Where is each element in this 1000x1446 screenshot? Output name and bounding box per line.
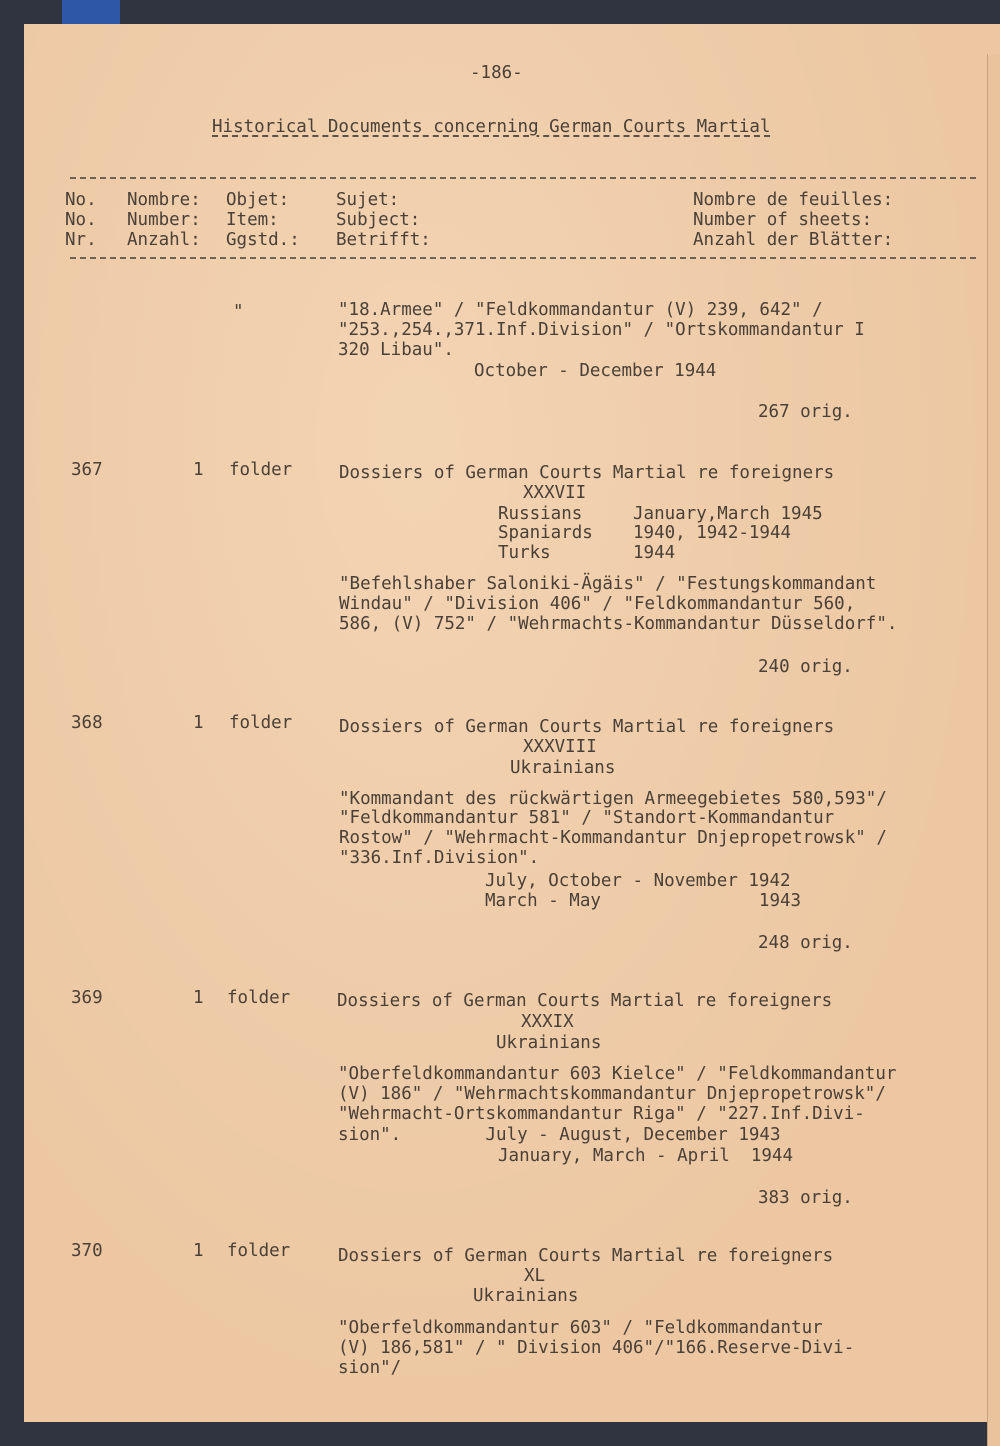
continuation-date: October - December 1944 bbox=[474, 361, 717, 381]
entry-nation: Ukrainians bbox=[510, 758, 616, 778]
entry-line: sion"/ bbox=[338, 1358, 402, 1378]
header-subject-en: Subject: bbox=[336, 210, 421, 230]
entry-no: 367 bbox=[71, 460, 103, 480]
entry-subject: Dossiers of German Courts Martial re foreigners bbox=[339, 463, 835, 483]
header-subject-de: Betrifft: bbox=[336, 230, 431, 250]
entry-count: 1 bbox=[193, 713, 204, 733]
entry-line: 586, (V) 752" / "Wehrmachts-Kommandantur Düsseldorf". bbox=[339, 614, 898, 634]
entry-count: 1 bbox=[193, 1241, 204, 1261]
header-item-fr: Objet: bbox=[226, 190, 290, 210]
header-sheets-de: Anzahl der Blätter: bbox=[693, 230, 894, 250]
entry-date: January, March - April 1944 bbox=[498, 1146, 794, 1166]
entry-sheets: 248 orig. bbox=[758, 933, 853, 953]
entry-subject: Dossiers of German Courts Martial re foreigners bbox=[339, 717, 835, 737]
entry-volume: XXXIX bbox=[521, 1012, 574, 1032]
entry-item: folder bbox=[227, 1241, 291, 1261]
header-no-de: Nr. bbox=[65, 230, 97, 250]
header-no-en: No. bbox=[65, 210, 97, 230]
entry-sheets: 240 orig. bbox=[758, 657, 853, 677]
header-count-de: Anzahl: bbox=[127, 230, 201, 250]
page-title: Historical Documents concerning German Courts Martial bbox=[212, 117, 771, 137]
entry-line: "Wehrmacht-Ortskommandantur Riga" / "227.Inf.Divi- bbox=[338, 1104, 865, 1124]
entry-line: sion". July - August, December 1943 bbox=[338, 1125, 781, 1145]
entry-sheets: 383 orig. bbox=[758, 1188, 853, 1208]
continuation-line: "253.,254.,371.Inf.Division" / "Ortskommandantur I bbox=[338, 320, 865, 340]
nation-name: Russians bbox=[498, 504, 583, 524]
entry-date: July, October - November 1942 bbox=[485, 871, 791, 891]
entry-line: (V) 186" / "Wehrmachtskommandantur Dnjepropetrowsk"/ bbox=[338, 1084, 886, 1104]
entry-line: Windau" / "Division 406" / "Feldkommandantur 560, bbox=[339, 594, 856, 614]
page-edge bbox=[987, 54, 1000, 1446]
entry-item: folder bbox=[227, 988, 291, 1008]
entry-subject: Dossiers of German Courts Martial re foreigners bbox=[337, 991, 833, 1011]
nation-name: Spaniards bbox=[498, 523, 593, 543]
entry-line: Rostow" / "Wehrmacht-Kommandantur Dnjepropetrowsk" / bbox=[339, 828, 887, 848]
entry-line: (V) 186,581" / " Division 406"/"166.Reserve-Divi- bbox=[338, 1338, 855, 1358]
continuation-line: "18.Armee" / "Feldkommandantur (V) 239, 642" / bbox=[338, 300, 823, 320]
nation-dates: January,March 1945 bbox=[633, 504, 823, 524]
header-rule-top bbox=[70, 177, 976, 179]
header-no-fr: No. bbox=[65, 190, 97, 210]
nation-name: Turks bbox=[498, 543, 551, 563]
entry-nation: Ukrainians bbox=[496, 1033, 602, 1053]
nation-dates: 1940, 1942-1944 bbox=[633, 523, 792, 543]
header-count-fr: Nombre: bbox=[127, 190, 201, 210]
continuation-line: 320 Libau". bbox=[338, 340, 454, 360]
entry-date: March - May 1943 bbox=[485, 891, 802, 911]
header-sheets-en: Number of sheets: bbox=[693, 210, 873, 230]
entry-line: "336.Inf.Division". bbox=[339, 848, 540, 868]
nation-dates: 1944 bbox=[633, 543, 676, 563]
header-count-en: Number: bbox=[127, 210, 201, 230]
page-number: -186- bbox=[470, 63, 523, 83]
entry-item: folder bbox=[229, 460, 293, 480]
header-subject-fr: Sujet: bbox=[336, 190, 400, 210]
entry-no: 370 bbox=[71, 1241, 103, 1261]
entry-nation: Ukrainians bbox=[473, 1286, 579, 1306]
binder-tab bbox=[62, 0, 120, 24]
continuation-sheets: 267 orig. bbox=[758, 402, 853, 422]
header-rule-bottom bbox=[70, 257, 976, 259]
entry-line: "Feldkommandantur 581" / "Standort-Kommandantur bbox=[339, 808, 835, 828]
entry-count: 1 bbox=[193, 460, 204, 480]
header-item-de: Ggstd.: bbox=[226, 230, 300, 250]
entry-no: 369 bbox=[71, 988, 103, 1008]
entry-item: folder bbox=[229, 713, 293, 733]
entry-line: "Befehlshaber Saloniki-Ägäis" / "Festungskommandant bbox=[339, 574, 877, 594]
header-item-en: Item: bbox=[226, 210, 279, 230]
entry-volume: XXXVIII bbox=[523, 737, 597, 757]
entry-count: 1 bbox=[193, 988, 204, 1008]
entry-line: "Oberfeldkommandantur 603 Kielce" / "Feldkommandantur bbox=[338, 1064, 897, 1084]
entry-volume: XL bbox=[524, 1266, 546, 1286]
entry-line: "Oberfeldkommandantur 603" / "Feldkommandantur bbox=[338, 1318, 823, 1338]
entry-volume: XXXVII bbox=[523, 483, 587, 503]
entry-subject: Dossiers of German Courts Martial re foreigners bbox=[338, 1246, 834, 1266]
header-sheets-fr: Nombre de feuilles: bbox=[693, 190, 894, 210]
entry-no: 368 bbox=[71, 713, 103, 733]
entry-line: "Kommandant des rückwärtigen Armeegebietes 580,593"/ bbox=[339, 789, 887, 809]
ditto-mark: " bbox=[233, 302, 244, 322]
